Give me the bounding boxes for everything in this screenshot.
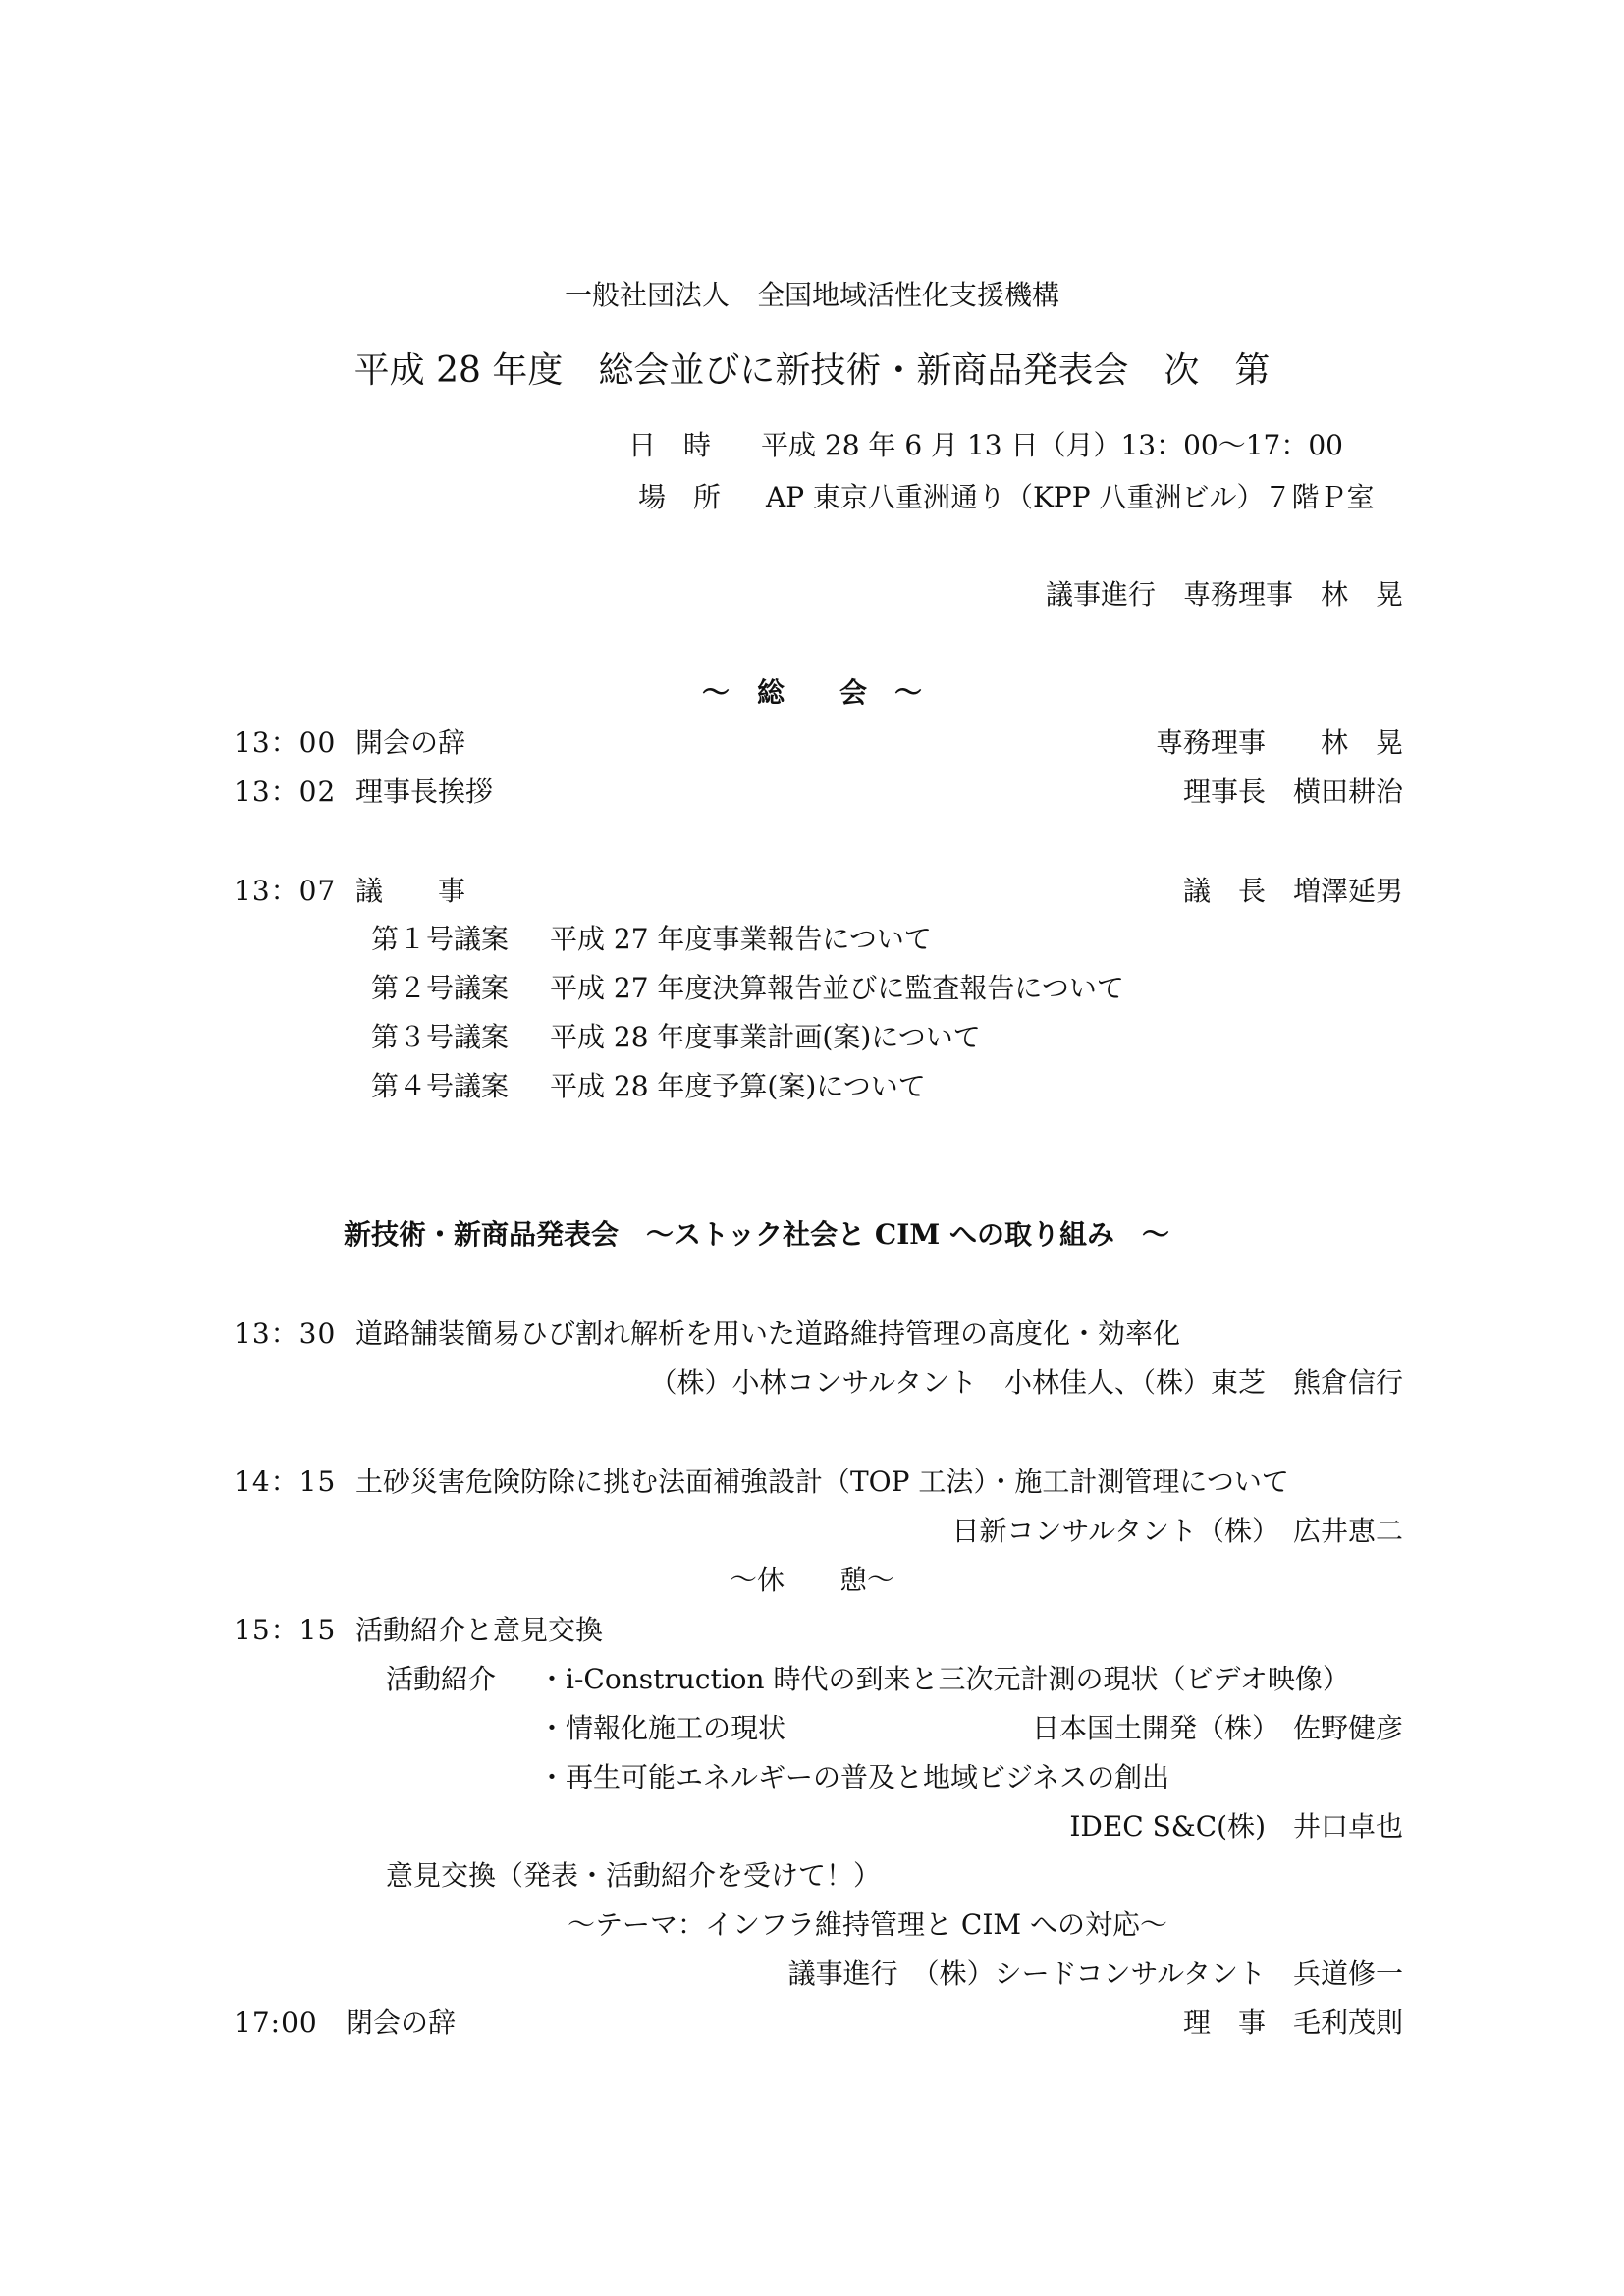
presentation-title: 道路舗装簡易ひび割れ解析を用いた道路維持管理の高度化・効率化 bbox=[355, 1317, 1181, 1350]
agenda-text: 平成 28 年度予算(案)について bbox=[550, 1070, 926, 1102]
closing-time: 17:00 bbox=[234, 2006, 318, 2039]
item-time: 13：02 bbox=[234, 775, 337, 808]
presentation-presenters: 日新コンサルタント（株） 広井恵二 bbox=[951, 1515, 1403, 1547]
presentation-time: 14：15 bbox=[234, 1466, 337, 1498]
exchange-moderator: 議事進行 （株）シードコンサルタント 兵道修一 bbox=[787, 1957, 1403, 1990]
general-meeting-heading: ～ 総 会 ～ bbox=[701, 676, 922, 709]
agenda-text: 平成 27 年度事業報告について bbox=[550, 923, 932, 955]
item-title: 理事長挨拶 bbox=[355, 775, 494, 808]
presentation-title: 活動紹介と意見交換 bbox=[355, 1614, 604, 1646]
agenda-no: 第４号議案 bbox=[371, 1070, 510, 1102]
organization-name: 一般社団法人 全国地域活性化支援機構 bbox=[564, 279, 1059, 311]
presentation-heading: 新技術・新商品発表会 ～ストック社会と CIM への取り組み ～ bbox=[344, 1218, 1170, 1251]
item-person: 議 長 増澤延男 bbox=[1182, 875, 1403, 907]
presentation-title: 土砂災害危険防除に挑む法面補強設計（TOP 工法）・施工計測管理について bbox=[355, 1466, 1289, 1498]
datetime-label: 日 時 bbox=[628, 429, 712, 461]
presentation-time: 15：15 bbox=[234, 1614, 337, 1646]
activity-label: 活動紹介 bbox=[386, 1663, 497, 1695]
document-title: 平成 28 年度 総会並びに新技術・新商品発表会 次 第 bbox=[353, 350, 1271, 391]
presentation-time: 13：30 bbox=[234, 1317, 337, 1350]
agenda-no: 第１号議案 bbox=[371, 923, 510, 955]
activity-person: 日本国土開発（株） 佐野健彦 bbox=[1031, 1712, 1403, 1744]
place-value: AP 東京八重洲通り（KPP 八重洲ビル）７階Ｐ室 bbox=[766, 481, 1375, 513]
activity-item: ・i-Construction 時代の到来と三次元計測の現状（ビデオ映像） bbox=[538, 1663, 1350, 1695]
agenda-text: 平成 27 年度決算報告並びに監査報告について bbox=[550, 972, 1124, 1004]
closing-title: 閉会の辞 bbox=[346, 2006, 457, 2039]
item-time: 13：07 bbox=[234, 875, 337, 907]
break-label: ～休 憩～ bbox=[729, 1564, 894, 1596]
exchange-theme: ～テーマ：インフラ維持管理と CIM への対応～ bbox=[568, 1908, 1167, 1941]
activity-item: ・再生可能エネルギーの普及と地域ビジネスの創出 bbox=[538, 1761, 1170, 1793]
agenda-text: 平成 28 年度事業計画(案)について bbox=[550, 1021, 981, 1053]
place-label: 場 所 bbox=[638, 481, 722, 513]
moderator: 議事進行 専務理事 林 晃 bbox=[1045, 578, 1403, 611]
activity-item: ・情報化施工の現状 bbox=[538, 1712, 786, 1744]
exchange-label: 意見交換（発表・活動紹介を受けて！） bbox=[386, 1859, 882, 1892]
datetime-value: 平成 28 年 6 月 13 日（月）13：00～17：00 bbox=[761, 429, 1343, 461]
agenda-no: 第２号議案 bbox=[371, 972, 510, 1004]
item-title: 開会の辞 bbox=[355, 726, 466, 759]
agenda-no: 第３号議案 bbox=[371, 1021, 510, 1053]
item-person: 専務理事 林 晃 bbox=[1155, 726, 1403, 759]
item-title: 議 事 bbox=[355, 875, 466, 907]
presentation-presenters: （株）小林コンサルタント 小林佳人、（株）東芝 熊倉信行 bbox=[649, 1366, 1403, 1399]
activity-person: IDEC S&C(株) 井口卓也 bbox=[1069, 1810, 1403, 1842]
item-person: 理事長 横田耕治 bbox=[1182, 775, 1403, 808]
closing-person: 理 事 毛利茂則 bbox=[1182, 2006, 1403, 2039]
item-time: 13：00 bbox=[234, 726, 337, 759]
